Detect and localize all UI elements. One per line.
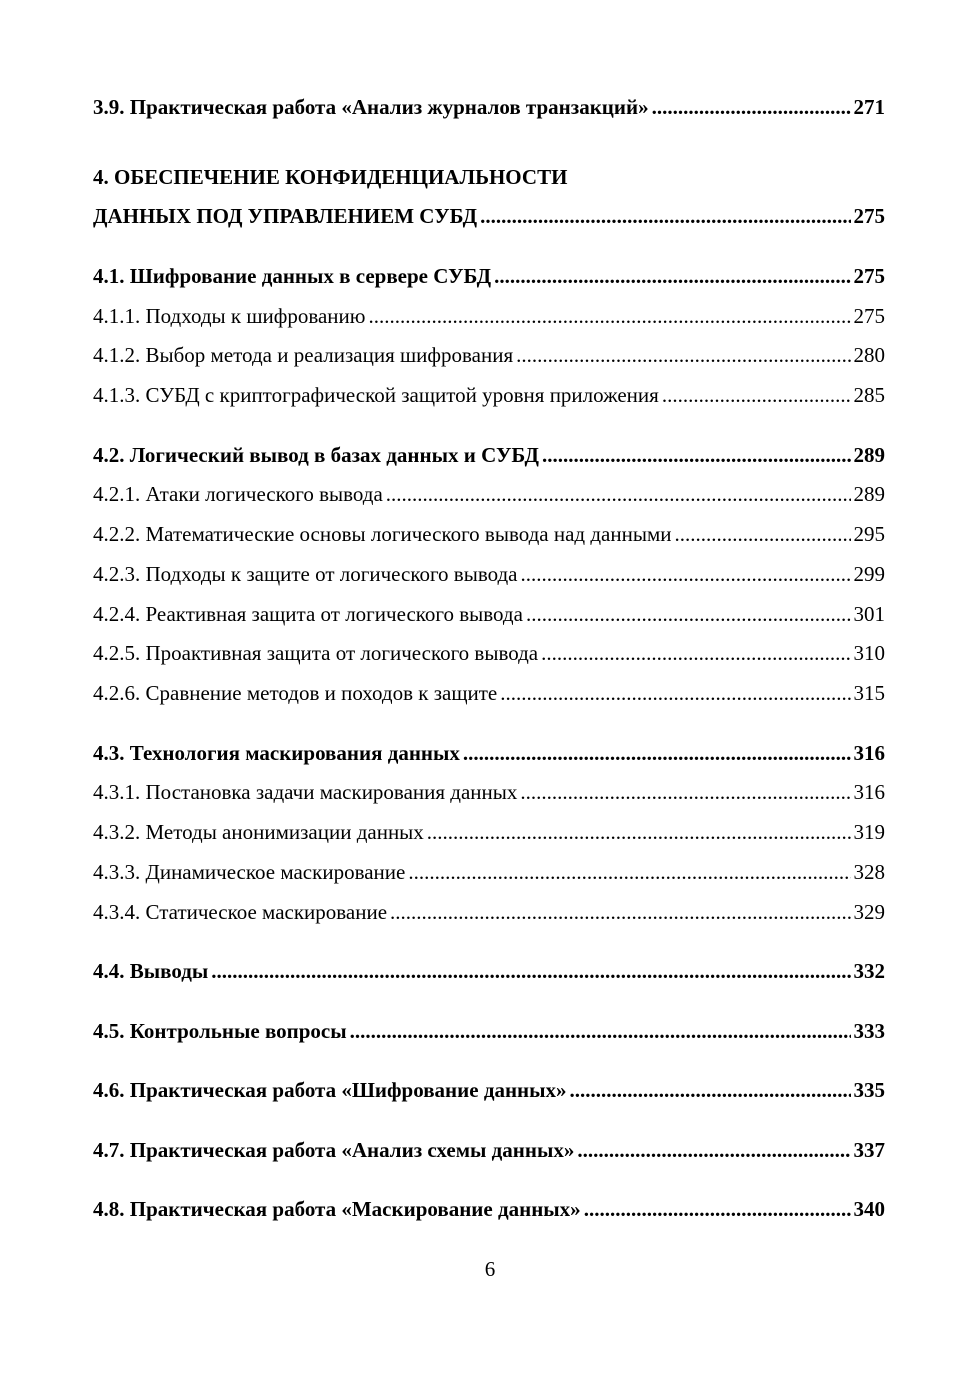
toc-entry-4-2-3	[93, 561, 885, 587]
toc-entry-title: ДАННЫХ ПОД УПРАВЛЕНИЕМ СУБД	[93, 204, 478, 228]
toc-entry-page: 319	[853, 820, 885, 844]
dot-leader	[408, 859, 850, 885]
toc-entry-3-9	[93, 94, 885, 120]
toc-entry-4-2	[93, 442, 885, 468]
toc-entry-page: 310	[853, 641, 885, 665]
toc-entry-4-2-5	[93, 640, 885, 666]
toc-entry-4-7	[93, 1137, 885, 1163]
toc-chapter-4	[93, 203, 885, 229]
toc-entry-4-2-6	[93, 680, 885, 706]
page-number: 6	[484, 1257, 496, 1281]
toc-entry-page: 332	[853, 959, 885, 983]
toc-entry-page: 316	[853, 741, 885, 765]
toc-entry-page: 275	[853, 304, 885, 328]
toc-entry-title: 4.2. Логический вывод в базах данных и СУБД	[93, 443, 539, 467]
toc-entry-title: 4.1.2. Выбор метода и реализация шифрования	[93, 343, 514, 367]
dot-leader	[500, 680, 850, 706]
toc-entry-4-1-1	[93, 303, 885, 329]
toc-entry-title: 4.1.3. СУБД с криптографической защитой уровня приложения	[93, 383, 659, 407]
dot-leader	[494, 263, 850, 289]
dot-leader	[584, 1196, 851, 1222]
toc-entry-page: 335	[853, 1078, 885, 1102]
toc-entry-title: 4.2.4. Реактивная защита от логического вывода	[93, 602, 523, 626]
toc-entry-4-3-2	[93, 819, 885, 845]
toc-entry-title: 4.2.3. Подходы к защите от логического вывода	[93, 562, 518, 586]
toc-entry-title: 4.2.1. Атаки логического вывода	[93, 482, 383, 506]
toc-entry-title: 4.8. Практическая работа «Маскирование данных»	[93, 1197, 581, 1221]
toc-entry-page: 289	[853, 482, 885, 506]
toc-entry-page: 275	[853, 264, 885, 288]
toc-entry-title: 4.1.1. Подходы к шифрованию	[93, 304, 366, 328]
toc-entry-title: 4.7. Практическая работа «Анализ схемы данных»	[93, 1138, 575, 1162]
toc-entry-4-3-3	[93, 859, 885, 885]
toc-entry-page: 280	[853, 343, 885, 367]
toc-entry-page: 329	[853, 900, 885, 924]
toc-entry-title: 4.3.2. Методы анонимизации данных	[93, 820, 424, 844]
dot-leader	[516, 342, 850, 368]
toc-entry-page: 301	[853, 602, 885, 626]
dot-leader	[390, 899, 850, 925]
toc-entry-page: 299	[853, 562, 885, 586]
toc-entry-title: 4.1. Шифрование данных в сервере СУБД	[93, 264, 492, 288]
toc-entry-title: 4.3.3. Динамическое маскирование	[93, 860, 406, 884]
dot-leader	[541, 640, 850, 666]
toc-entry-page: 289	[853, 443, 885, 467]
toc-entry-4-5	[93, 1018, 885, 1044]
toc-entry-4-2-2	[93, 521, 885, 547]
toc-entry-page: 333	[853, 1019, 885, 1043]
toc-entry-title: 4.2.2. Математические основы логического вывода над данными	[93, 522, 672, 546]
toc-entry-page: 328	[853, 860, 885, 884]
dot-leader	[652, 94, 851, 120]
toc-entry-title: 4.2.5. Проактивная защита от логического вывода	[93, 641, 539, 665]
toc-entry-4-8	[93, 1196, 885, 1222]
dot-leader	[662, 382, 851, 408]
toc-entry-4-3-1	[93, 779, 885, 805]
dot-leader	[570, 1077, 851, 1103]
toc-entry-4-4	[93, 958, 885, 984]
toc-entry-page: 275	[853, 204, 885, 228]
toc-entry-page: 315	[853, 681, 885, 705]
dot-leader	[542, 442, 851, 468]
toc-entry-title: 4.3.1. Постановка задачи маскирования данных	[93, 780, 518, 804]
toc-entry-title: 4.4. Выводы	[93, 959, 209, 983]
dot-leader	[427, 819, 851, 845]
toc-entry-page: 340	[853, 1197, 885, 1221]
dot-leader	[526, 601, 851, 627]
toc-entry-page: 271	[853, 95, 885, 119]
toc-entry-title: 4.3. Технология маскирования данных	[93, 741, 460, 765]
toc-entry-4-3-4	[93, 899, 885, 925]
toc-entry-4-1	[93, 263, 885, 289]
toc-entry-4-6	[93, 1077, 885, 1103]
dot-leader	[463, 740, 851, 766]
toc-entry-title: 4.6. Практическая работа «Шифрование данных»	[93, 1078, 567, 1102]
toc-entry-page: 316	[853, 780, 885, 804]
toc-entry-page: 295	[853, 522, 885, 546]
toc-entry-page: 285	[853, 383, 885, 407]
dot-leader	[386, 481, 851, 507]
dot-leader	[520, 779, 850, 805]
toc-entry-4-1-3	[93, 382, 885, 408]
dot-leader	[521, 561, 851, 587]
dot-leader	[350, 1018, 851, 1044]
toc-entry-title: 4.5. Контрольные вопросы	[93, 1019, 347, 1043]
chapter-4-title-line1: 4. ОБЕСПЕЧЕНИЕ КОНФИДЕНЦИАЛЬНОСТИ	[93, 165, 568, 189]
toc-entry-4-2-1	[93, 481, 885, 507]
dot-leader	[480, 203, 850, 229]
dot-leader	[211, 958, 850, 984]
toc-entry-title: 4.3.4. Статическое маскирование	[93, 900, 388, 924]
toc-entry-4-3	[93, 740, 885, 766]
toc-entry-4-2-4	[93, 601, 885, 627]
dot-leader	[368, 303, 850, 329]
toc-entry-title: 4.2.6. Сравнение методов и походов к защите	[93, 681, 498, 705]
toc-entry-4-1-2	[93, 342, 885, 368]
toc-entry-title: 3.9. Практическая работа «Анализ журналов транзакций»	[93, 95, 649, 119]
toc-entry-page: 337	[853, 1138, 885, 1162]
dot-leader	[674, 521, 850, 547]
dot-leader	[577, 1137, 850, 1163]
